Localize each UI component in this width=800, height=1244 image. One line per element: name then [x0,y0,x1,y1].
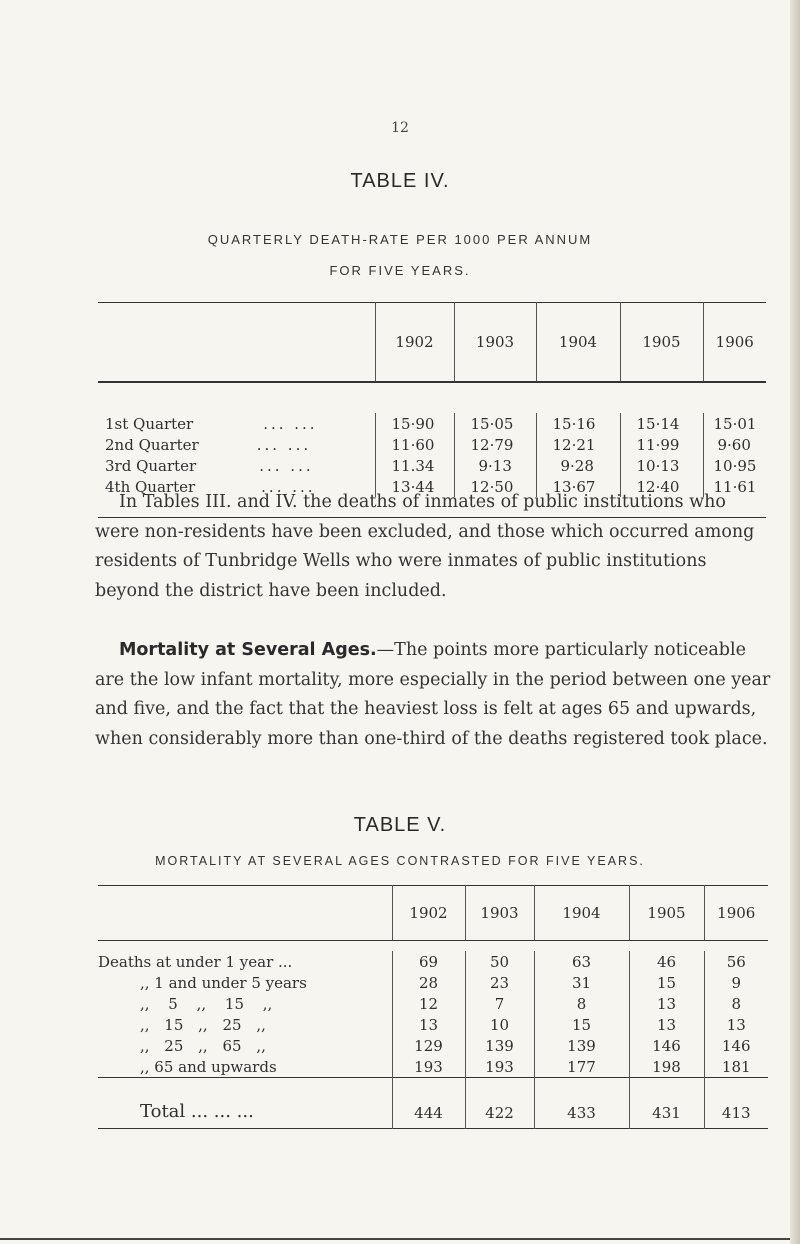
total-cell: 431 [629,1078,704,1129]
table-cell: 7 [465,993,534,1014]
table-iv-year-header: 1904 [536,303,620,383]
table-row [98,455,766,476]
table-v-year-header: 1906 [704,886,768,941]
row-label: Deaths at under 1 year ... [98,952,293,971]
total-row [98,1078,768,1129]
total-cell: 413 [704,1078,768,1129]
table-cell: 13·67 [536,476,620,497]
table-cell: 146 [629,1035,704,1056]
table-cell: 8 [534,993,629,1014]
table-row [98,1014,768,1035]
table-cell: 15 [629,972,704,993]
table-cell: 139 [465,1035,534,1056]
table-cell: 193 [392,1056,465,1078]
table-v-title: TABLE V. [353,814,447,836]
table-iv-title: TABLE IV. [350,170,450,192]
table-cell: 23 [465,972,534,993]
table-cell: 12 [392,993,465,1014]
table-row [98,1056,768,1078]
table-v-subtitle: MORTALITY AT SEVERAL AGES CONTRASTED FOR FIVE YEARS. [155,854,645,868]
table-row [98,972,768,993]
table-cell: 15·05 [454,413,536,434]
table-cell: 11·60 [375,434,454,455]
table-cell: 10·13 [620,455,703,476]
table-row [98,413,766,434]
table-v-year-header: 1902 [392,886,465,941]
table-iv-year-header: 1905 [620,303,703,383]
total-cell: 444 [392,1078,465,1129]
table-cell: 9·28 [536,455,620,476]
table-cell: 193 [465,1056,534,1078]
bottom-rule [0,1238,790,1240]
table-v-header-row [98,886,768,941]
table-v-year-header: 1903 [465,886,534,941]
total-label: Total ... ... ... [98,1078,392,1129]
table-cell: 15 [534,1014,629,1035]
table-cell: 13·44 [375,476,454,497]
table-cell: 15·14 [620,413,703,434]
table-cell: 181 [704,1056,768,1078]
table-row [98,993,768,1014]
table-v [98,885,768,1129]
paragraph-text: —The points more particularly noticeable are the low infant mortality, more especially in the period between one year and five, and the fact that the heaviest loss is felt at ages 65 and upwards, when considerably more than one-third of the deaths registered took place. [95,640,771,749]
table-cell: 9·60 [703,434,766,455]
row-label: 1st Quarter [105,414,194,433]
table-cell: 10·95 [703,455,766,476]
table-cell: 13 [704,1014,768,1035]
table-cell: 31 [534,972,629,993]
table-cell: 12·21 [536,434,620,455]
table-iv-year-header: 1906 [703,303,766,383]
table-cell: 8 [704,993,768,1014]
page-number: 12 [391,120,409,136]
leader-dots: ... ... [259,456,314,475]
leader-dots: ... ... [256,435,312,454]
table-cell: 56 [704,951,768,972]
table-row [98,1035,768,1056]
table-iv [98,302,766,518]
table-cell: 129 [392,1035,465,1056]
paragraph-exclusions: In Tables III. and IV. the deaths of inmates of public institutions who were non-residents have been excluded, and those which occurred among residents of Tunbridge Wells who were inmates of public institutions beyond the district have been included. [95,492,755,601]
leader-dots: ... ... [263,414,318,433]
row-label: 2nd Quarter [105,435,199,454]
table-cell: 9 [704,972,768,993]
table-cell: 13 [392,1014,465,1035]
total-cell: 433 [534,1078,629,1129]
row-label: ,, 5 ,, 15 ,, [140,994,273,1013]
row-label: ,, 15 ,, 25 ,, [140,1015,266,1034]
table-cell: 15·16 [536,413,620,434]
table-v-header-blank [98,886,392,941]
table-iv-header-blank [98,303,375,383]
table-iv-header-row [98,303,766,383]
table-iv-subtitle-line1: QUARTERLY DEATH-RATE PER 1000 PER ANNUM [207,232,593,247]
table-cell: 13 [629,993,704,1014]
section-heading: Mortality at Several Ages. [119,640,377,660]
table-cell: 12·50 [454,476,536,497]
table-cell: 198 [629,1056,704,1078]
table-v-year-header: 1905 [629,886,704,941]
table-cell: 11·99 [620,434,703,455]
table-row [98,434,766,455]
table-cell: 11.34 [375,455,454,476]
table-row [98,951,768,972]
row-label: ,, 25 ,, 65 ,, [140,1036,266,1055]
table-iv-subtitle-line2: FOR FIVE YEARS. [329,263,471,278]
table-cell: 63 [534,951,629,972]
table-cell: 50 [465,951,534,972]
table-cell: 46 [629,951,704,972]
table-cell: 177 [534,1056,629,1078]
table-cell: 15·01 [703,413,766,434]
leader-dots: ... ... [261,477,316,496]
table-cell: 11·61 [703,476,766,497]
row-label: ,, 65 and upwards [140,1057,277,1076]
table-cell: 69 [392,951,465,972]
table-cell: 9·13 [454,455,536,476]
paragraph-mortality [95,636,775,754]
table-iv-year-header: 1903 [454,303,536,383]
table-cell: 139 [534,1035,629,1056]
table-cell: 12·40 [620,476,703,497]
row-label: ,, 1 and under 5 years [140,973,307,992]
table-cell: 13 [629,1014,704,1035]
table-cell: 10 [465,1014,534,1035]
table-v-year-header: 1904 [534,886,629,941]
table-cell: 12·79 [454,434,536,455]
row-label: 3rd Quarter [105,456,197,475]
table-cell: 15·90 [375,413,454,434]
table-cell: 28 [392,972,465,993]
table-iv-year-header: 1902 [375,303,454,383]
row-label: 4th Quarter [105,477,196,496]
table-cell: 146 [704,1035,768,1056]
total-cell: 422 [465,1078,534,1129]
